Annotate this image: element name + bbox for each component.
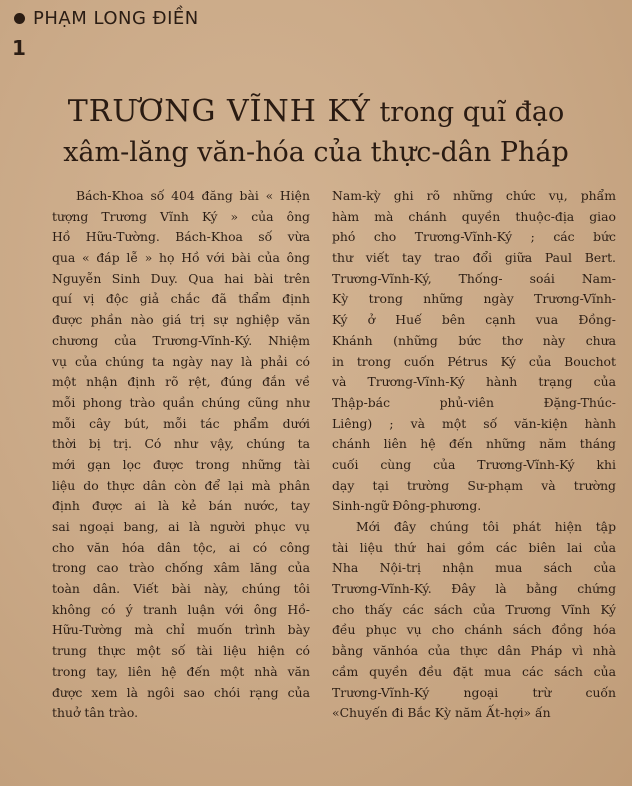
- text-line: Bách-Khoa số 404 đăng bài « Hiện: [76, 188, 310, 203]
- text-line: Thập-bác phủ-viên Đặng-Thúc-: [332, 394, 616, 410]
- text-line: mới gạn lọc được trong những tài: [52, 456, 310, 472]
- text-line: Hữu-Tường mà chỉ muốn trình bày: [52, 622, 310, 638]
- text-line: thuở tân trào.: [52, 705, 139, 721]
- text-line: thời bị trị. Có như vậy, chúng ta: [52, 436, 310, 452]
- text-line: chương của Trương-Vĩnh-Ký. Nhiệm: [52, 332, 310, 348]
- text-line: Trương-Vĩnh-Ký ngoại trừ cuốn: [332, 684, 616, 700]
- text-line: Kỳ trong những ngày Trương-Vĩnh-: [332, 291, 616, 307]
- text-line: được xem là ngôi sao chói rạng của: [52, 684, 310, 700]
- text-line: Liêng) ; và một số văn-kiện hành: [332, 415, 616, 431]
- text-line: Nha Nội-trị nhận mua sách của: [332, 560, 616, 576]
- text-line: mỗi cây bút, mỗi tác phẩm dưới: [52, 415, 310, 431]
- text-line: tượng Trương Vĩnh Ký » của ông: [52, 208, 310, 224]
- text-line: Khánh (những bức thơ này chưa: [332, 332, 616, 348]
- author-name: PHẠM LONG ĐIỀN: [33, 8, 199, 29]
- text-line: quí vị độc giả chắc đã thẩm định: [52, 291, 310, 307]
- text-line: hàm mà chánh quyền thuộc-địa giao: [332, 208, 616, 224]
- text-line: chánh liên hệ đến những năm tháng: [332, 436, 616, 452]
- text-line: phó cho Trương-Vĩnh-Ký ; các bức: [332, 229, 616, 245]
- text-line: được phần nào giá trị sự nghiệp văn: [52, 312, 310, 328]
- text-line: và Trương-Vĩnh-Ký hành trạng của: [332, 374, 616, 390]
- text-line: toàn dân. Viết bài này, chúng tôi: [52, 581, 310, 597]
- text-line: dạy tại trường Sư-phạm và trường: [332, 477, 616, 493]
- bullet-icon: [14, 13, 25, 24]
- text-line: đều phục vụ cho chánh sách đồng hóa: [332, 622, 616, 638]
- text-line: thư viết tay trao đổi giữa Paul Bert.: [332, 250, 616, 266]
- right-column: [332, 186, 616, 724]
- text-line: Sinh-ngữ Đông-phương.: [332, 498, 482, 514]
- text-line: cuối cùng của Trương-Vĩnh-Ký khi: [332, 456, 616, 472]
- article-header: [14, 8, 199, 29]
- text-line: Nguyễn Sinh Duy. Qua hai bài trên: [52, 270, 310, 286]
- text-line: liệu do thực dân còn để lại mà phân: [52, 477, 310, 493]
- text-line: Trương-Vĩnh-Ký, Thống- soái Nam-: [332, 270, 616, 286]
- text-line: Ký ở Huế bên cạnh vua Đồng-: [332, 312, 616, 328]
- title-line-1: [0, 92, 632, 133]
- text-line: in trong cuốn Pétrus Ký của Bouchot: [332, 353, 616, 369]
- text-line: bằng vănhóa của thực dân Pháp vì nhà: [332, 643, 616, 659]
- text-line: một nhận định rõ rệt, đúng đắn về: [52, 374, 310, 390]
- text-line: trong cao trào chống xâm lăng của: [52, 560, 310, 576]
- text-line: «Chuyến đi Bắc Kỳ năm Ất-hợi» ấn: [332, 705, 551, 721]
- text-line: mỗi phong trào quần chúng cũng như: [52, 394, 310, 410]
- text-line: cho thấy các sách của Trương Vĩnh Ký: [332, 601, 616, 617]
- text-line: Mới đây chúng tôi phát hiện tập: [356, 519, 616, 534]
- text-line: trung thực một số tài liệu hiện có: [52, 643, 310, 659]
- page-number: 1: [12, 36, 26, 60]
- title-lead: TRƯƠNG VĨNH KÝ: [67, 94, 371, 129]
- text-line: Nam-kỳ ghi rõ những chức vụ, phẩm: [332, 188, 616, 203]
- text-line: Trương-Vĩnh-Ký. Đây là bằng chứng: [332, 581, 616, 597]
- left-column: [52, 186, 310, 724]
- text-line: tài liệu thứ hai gồm các biên lai của: [332, 539, 616, 555]
- text-line: trong tay, liên hệ đến một nhà văn: [52, 663, 310, 679]
- text-line: vụ của chúng ta ngày nay là phải có: [52, 353, 310, 369]
- text-line: Hồ Hữu-Tường. Bách-Khoa số vừa: [52, 229, 310, 245]
- title-line-2: xâm-lăng văn-hóa của thực-dân Pháp: [63, 137, 569, 168]
- article-title: [0, 92, 632, 173]
- text-line: định được ai là kẻ bán nước, tay: [52, 498, 310, 514]
- text-line: cầm quyền đều đặt mua các sách của: [332, 663, 616, 679]
- text-line: cho văn hóa dân tộc, ai có công: [52, 539, 310, 555]
- text-line: qua « đáp lễ » họ Hồ với bài của ông: [52, 250, 310, 266]
- text-line: không có ý tranh luận với ông Hồ-: [52, 601, 310, 617]
- title-line-1-rest: trong quĩ đạo: [370, 97, 565, 128]
- text-line: sai ngoại bang, ai là người phục vụ: [52, 519, 310, 534]
